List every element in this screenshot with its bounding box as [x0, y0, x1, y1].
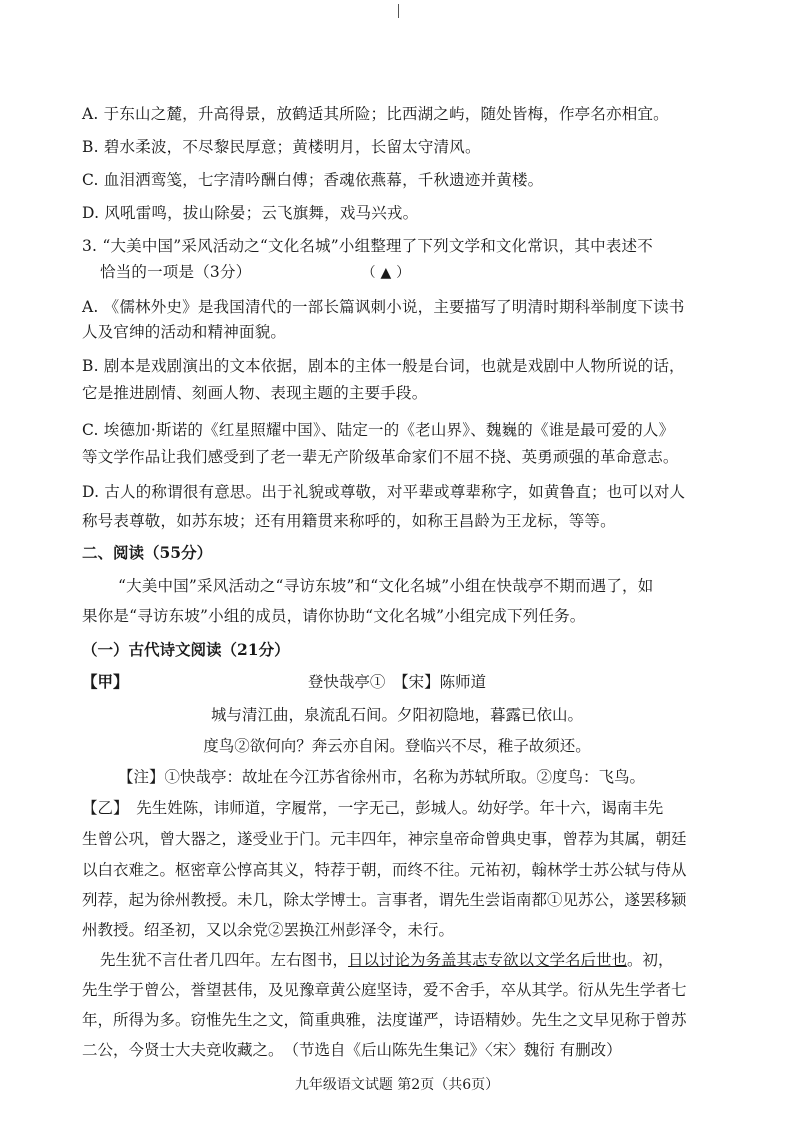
yi-passage-line-4: 列荐，起为徐州教授。未几，除太学博士。言事者，谓先生尝诣南都①见苏公，遂罢移颍	[82, 891, 687, 909]
option-2a: A. 于东山之麓，升高得景，放鹤适其所险；比西湖之屿，随处皆梅，作亭名亦相宜。	[82, 105, 669, 123]
option-3c-line1: C. 埃德加·斯诺的《红星照耀中国》、陆定一的《老山界》、魏巍的《谁是最可爱的人》	[82, 421, 675, 439]
yi-passage-line-6	[100, 950, 724, 970]
poem-line-2: 度鸟②欲何向？奔云亦自闲。登临兴不尽，稚子故须还。	[203, 737, 591, 755]
poem-line-1: 城与清江曲，泉流乱石间。夕阳初隐地，暮露已依山。	[210, 706, 583, 724]
option-2c: C. 血泪洒鸾笺，七字清吟酬白傅；香魂依燕幕，千秋遗迹并黄楼。	[82, 171, 544, 189]
section-2-intro-line2: 果你是“寻访东坡”小组的成员，请你协助“文化名城”小组完成下列任务。	[82, 607, 586, 625]
yi-line-6-post: 。初，	[627, 951, 674, 969]
yi-passage-line-3: 以白衣难之。枢密章公惇高其义，特荐于朝，而终不往。元祐初，翰林学士苏公轼与侍从	[82, 861, 687, 879]
yi-passage-line-7: 先生学于曾公，誉望甚伟，及见豫章黄公庭坚诗，爱不舍手，卒从其学。衍从先生学者七	[82, 981, 687, 999]
option-3b-line1: B. 剧本是戏剧演出的文本依据，剧本的主体一般是台词，也就是戏剧中人物所说的话，	[82, 357, 685, 375]
question-3-score: 恰当的一项是（3分）	[100, 263, 252, 281]
underlined-sentence: 日以讨论为务盖其志专欲以文学名后世也	[348, 951, 628, 969]
option-3d-line2: 称号表尊敬，如苏东坡；还有用籍贯来称呼的，如称王昌龄为王龙标，等等。	[82, 512, 616, 530]
option-2d: D. 风吼雷鸣，拔山除晏；云飞旗舞，戏马兴戎。	[82, 204, 419, 222]
option-3c-line2: 等文学作品让我们感受到了老一辈无产阶级革命家们不屈不挠、英勇顽强的革命意志。	[82, 448, 679, 466]
poem-note: 【注】①快哉亭：故址在今江苏省徐州市，名称为苏轼所取。②度鸟：飞鸟。	[118, 768, 646, 786]
yi-passage-line-8: 年，所得为多。窃惟先生之文，简重典雅，法度谨严，诗语精妙。先生之文早见称于曾苏	[82, 1011, 687, 1029]
binding-mark	[398, 4, 399, 18]
yi-passage-line-1: 【乙】 先生姓陈，讳师道，字履常，一字无己，彭城人。幼好学。年十六，谒南丰先	[82, 799, 664, 817]
sub-section-heading: （一）古代诗文阅读（21分）	[82, 640, 290, 659]
section-2-intro-line1: “大美中国”采风活动之“寻访东坡”和“文化名城”小组在快哉亭不期而遇了，如	[118, 577, 654, 595]
jia-label: 【甲】	[82, 672, 129, 691]
option-3a-line1: A. 《儒林外史》是我国清代的一部长篇讽刺小说，主要描写了明清时期科举制度下读书	[82, 298, 685, 316]
option-3b-line2: 它是推进剧情、刻画人物、表现主题的主要手段。	[82, 384, 428, 402]
option-2b: B. 碧水柔波，不尽黎民厚意；黄楼明月，长留太守清风。	[82, 138, 481, 156]
poem-title: 登快哉亭① 【宋】陈师道	[307, 673, 487, 691]
answer-slot: （ ▲ ）	[361, 265, 411, 281]
yi-passage-line-5: 州教授。绍圣初，又以余党②罢换江州彭泽令，未行。	[82, 921, 455, 939]
yi-line-6-pre: 先生犹不言仕者几四年。左右图书，	[100, 951, 349, 969]
section-2-heading: 二、阅读（55分）	[82, 543, 213, 562]
yi-passage-line-9: 二公，今贤士大夫竞收藏之。 （节选自《后山陈先生集记》〈宋〉魏衍 有删改）	[82, 1041, 622, 1059]
yi-passage-line-2: 生曾公巩，曾大器之，遂受业于门。元丰四年，神宗皇帝命曾典史事，曾荐为其属，朝廷	[82, 830, 687, 848]
question-3-stem: 3. “大美中国”采风活动之“文化名城”小组整理了下列文学和文化常识，其中表述不	[82, 237, 653, 255]
option-3a-line2: 人及官绅的活动和精神面貌。	[82, 323, 287, 341]
question-3-stem-cont	[100, 262, 724, 283]
page-footer: 九年级语文试题 第2页（共6页）	[294, 1077, 500, 1093]
option-3d-line1: D. 古人的称谓很有意思。出于礼貌或尊敬，对平辈或尊辈称字，如黄鲁直；也可以对人	[82, 483, 686, 501]
